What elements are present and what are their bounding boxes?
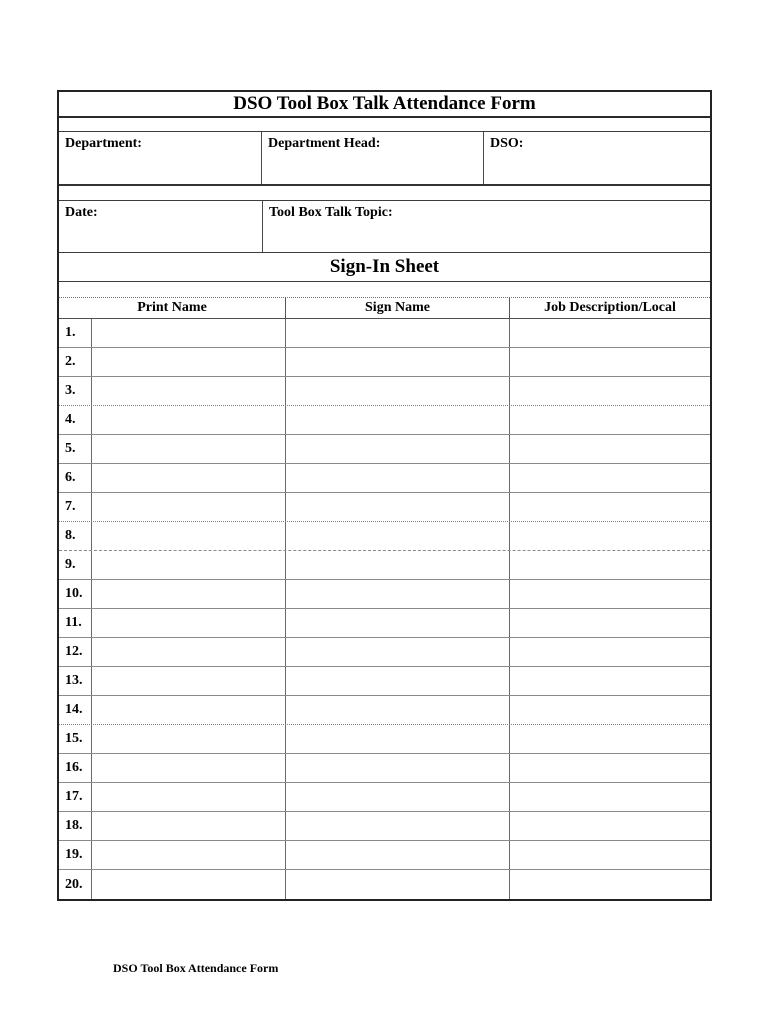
- print-name-cell[interactable]: [92, 696, 286, 724]
- sign-name-cell[interactable]: [286, 406, 510, 434]
- spacer-row: [59, 282, 710, 298]
- print-name-cell[interactable]: [92, 464, 286, 492]
- print-name-cell[interactable]: [92, 377, 286, 405]
- job-description-cell[interactable]: [510, 754, 710, 782]
- print-name-cell[interactable]: [92, 812, 286, 840]
- row-number: 20.: [59, 870, 92, 899]
- row-number: 11.: [59, 609, 92, 637]
- job-description-cell[interactable]: [510, 319, 710, 347]
- column-header-print-name: Print Name: [59, 298, 286, 318]
- table-row: [59, 725, 710, 754]
- table-row: [59, 812, 710, 841]
- table-row: [59, 377, 710, 406]
- sign-name-cell[interactable]: [286, 580, 510, 608]
- form-title: DSO Tool Box Talk Attendance Form: [59, 92, 710, 118]
- job-description-cell[interactable]: [510, 580, 710, 608]
- table-row: [59, 493, 710, 522]
- sign-name-cell[interactable]: [286, 841, 510, 869]
- row-number: 4.: [59, 406, 92, 434]
- sign-name-cell[interactable]: [286, 870, 510, 899]
- department-label: Department:: [65, 136, 142, 151]
- department-row: [59, 132, 710, 186]
- job-description-cell[interactable]: [510, 348, 710, 376]
- print-name-cell[interactable]: [92, 841, 286, 869]
- column-header-sign-name: Sign Name: [286, 298, 510, 318]
- job-description-cell[interactable]: [510, 493, 710, 521]
- job-description-cell[interactable]: [510, 609, 710, 637]
- department-head-field[interactable]: [262, 132, 484, 184]
- dso-field[interactable]: [484, 132, 710, 184]
- job-description-cell[interactable]: [510, 551, 710, 579]
- row-number: 9.: [59, 551, 92, 579]
- table-row: [59, 522, 710, 551]
- print-name-cell[interactable]: [92, 435, 286, 463]
- sign-in-heading: Sign-In Sheet: [59, 253, 710, 282]
- sign-name-cell[interactable]: [286, 696, 510, 724]
- sign-name-cell[interactable]: [286, 319, 510, 347]
- print-name-cell[interactable]: [92, 493, 286, 521]
- dso-label: DSO:: [490, 136, 524, 151]
- table-row: [59, 754, 710, 783]
- row-number: 19.: [59, 841, 92, 869]
- row-number: 13.: [59, 667, 92, 695]
- sign-name-cell[interactable]: [286, 783, 510, 811]
- table-row: [59, 667, 710, 696]
- column-header-job-description: Job Description/Local: [544, 300, 676, 315]
- table-row: [59, 696, 710, 725]
- sign-name-cell[interactable]: [286, 464, 510, 492]
- print-name-cell[interactable]: [92, 725, 286, 753]
- sign-name-cell[interactable]: [286, 812, 510, 840]
- row-number: 16.: [59, 754, 92, 782]
- sign-name-cell[interactable]: [286, 609, 510, 637]
- print-name-cell[interactable]: [92, 580, 286, 608]
- sign-name-cell[interactable]: [286, 725, 510, 753]
- sign-name-cell[interactable]: [286, 493, 510, 521]
- row-number: 18.: [59, 812, 92, 840]
- row-number: 6.: [59, 464, 92, 492]
- sign-name-cell[interactable]: [286, 377, 510, 405]
- row-number: 3.: [59, 377, 92, 405]
- table-row: [59, 551, 710, 580]
- sign-name-cell[interactable]: [286, 638, 510, 666]
- row-number: 17.: [59, 783, 92, 811]
- print-name-cell[interactable]: [92, 638, 286, 666]
- table-row: [59, 435, 710, 464]
- sign-name-cell[interactable]: [286, 348, 510, 376]
- sign-name-cell[interactable]: [286, 522, 510, 550]
- print-name-cell[interactable]: [92, 551, 286, 579]
- print-name-cell[interactable]: [92, 667, 286, 695]
- spacer-row: [59, 118, 710, 132]
- job-description-cell[interactable]: [510, 638, 710, 666]
- table-header-row: [59, 298, 710, 319]
- spacer-row: [59, 186, 710, 201]
- job-description-cell[interactable]: [510, 377, 710, 405]
- print-name-cell[interactable]: [92, 319, 286, 347]
- print-name-cell[interactable]: [92, 348, 286, 376]
- sign-in-table-body: [59, 319, 710, 899]
- table-row: [59, 406, 710, 435]
- row-number: 7.: [59, 493, 92, 521]
- row-number: 14.: [59, 696, 92, 724]
- sign-name-cell[interactable]: [286, 754, 510, 782]
- topic-field[interactable]: [263, 201, 710, 252]
- print-name-cell[interactable]: [92, 406, 286, 434]
- row-number: 5.: [59, 435, 92, 463]
- row-number: 15.: [59, 725, 92, 753]
- row-number: 8.: [59, 522, 92, 550]
- table-row: [59, 841, 710, 870]
- attendance-form: [57, 90, 712, 901]
- print-name-cell[interactable]: [92, 754, 286, 782]
- job-description-cell[interactable]: [510, 870, 710, 899]
- department-field[interactable]: [59, 132, 262, 184]
- table-row: [59, 638, 710, 667]
- row-number: 10.: [59, 580, 92, 608]
- date-row: [59, 201, 710, 253]
- table-row: [59, 319, 710, 348]
- print-name-cell[interactable]: [92, 522, 286, 550]
- table-row: [59, 464, 710, 493]
- job-description-cell[interactable]: [510, 406, 710, 434]
- department-head-label: Department Head:: [268, 136, 381, 151]
- row-number: 12.: [59, 638, 92, 666]
- date-field[interactable]: [59, 201, 263, 252]
- sign-name-cell[interactable]: [286, 435, 510, 463]
- job-description-cell[interactable]: [510, 696, 710, 724]
- job-description-cell[interactable]: [510, 464, 710, 492]
- topic-label: Tool Box Talk Topic:: [269, 205, 393, 220]
- footer-form-name: DSO Tool Box Attendance Form: [113, 961, 279, 975]
- job-description-cell[interactable]: [510, 667, 710, 695]
- print-name-cell[interactable]: [92, 783, 286, 811]
- table-row: [59, 348, 710, 377]
- job-description-cell[interactable]: [510, 725, 710, 753]
- job-description-cell[interactable]: [510, 435, 710, 463]
- print-name-cell[interactable]: [92, 609, 286, 637]
- row-number: 1.: [59, 319, 92, 347]
- job-description-cell[interactable]: [510, 812, 710, 840]
- job-description-cell[interactable]: [510, 841, 710, 869]
- table-row: [59, 870, 710, 899]
- print-name-cell[interactable]: [92, 870, 286, 899]
- table-row: [59, 609, 710, 638]
- sign-name-cell[interactable]: [286, 667, 510, 695]
- table-row: [59, 783, 710, 812]
- row-number: 2.: [59, 348, 92, 376]
- job-description-cell[interactable]: [510, 783, 710, 811]
- table-row: [59, 580, 710, 609]
- job-description-cell[interactable]: [510, 522, 710, 550]
- date-label: Date:: [65, 205, 98, 220]
- sign-name-cell[interactable]: [286, 551, 510, 579]
